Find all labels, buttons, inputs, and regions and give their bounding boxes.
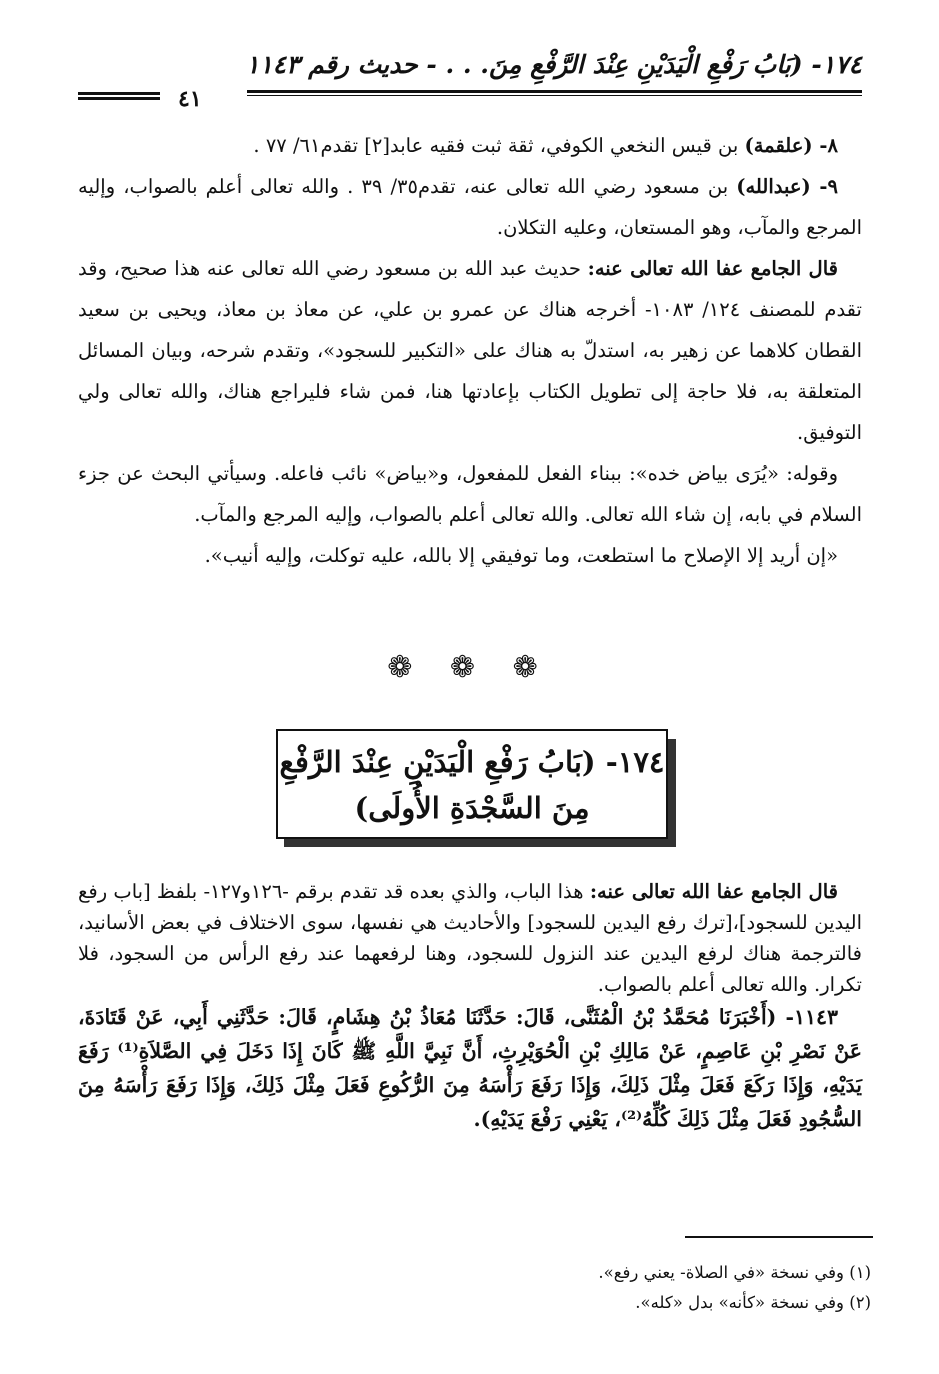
compiler-note: [78, 876, 862, 1000]
hadith-text: ١١٤٣- (أَخْبَرَنَا مُحَمَّدُ بْنُ الْمُثَنَّى، قَالَ: حَدَّثَنَا مُعَاذُ بْنُ هِشَامٍ، قَالَ: حَدَّثَنِي أَبِي، عَنْ قَتَادَةَ، عَنْ نَصْرِ بْنِ عَاصِمٍ، عَنْ مَالِكِ بْنِ الْحُوَيْرِثِ، أَنَّ نَبِيَّ اللَّهِ ﷺ كَانَ إِذَا دَخَلَ فِي الصَّلاَةِ⁽¹⁾ رَفَعَ يَدَيْهِ، وَإِذَا رَكَعَ فَعَلَ مِثْلَ ذَلِكَ، وَإِذَا رَفَعَ رَأْسَهُ مِنَ الرُّكُوعِ فَعَلَ مِثْلَ ذَلِكَ، وَإِذَا رَفَعَ رَأْسَهُ مِنَ السُّجُودِ فَعَلَ مِثْلَ ذَلِكَ كُلِّهُ⁽²⁾، يَعْنِي رَفْعَ يَدَيْهِ).: [78, 1005, 862, 1131]
chapter-title-line-1: ١٧٤- (بَابُ رَفْعِ الْيَدَيْنِ عِنْدَ الرَّفْعِ: [279, 745, 665, 779]
header-rule-short: [78, 92, 160, 100]
closing-quote: «إن أريد إلا الإصلاح ما استطعت، وما توفيقي إلا بالله، عليه توكلت، وإليه أنيب».: [204, 544, 838, 567]
page-number: ٤١: [178, 86, 202, 112]
narrator-entry-8: [78, 125, 862, 166]
narrator-name: ٩- (عبدالله): [736, 175, 838, 198]
compiler-note: [78, 248, 862, 453]
explanation-paragraph: وقوله: «يُرَى بياض خده»: ببناء الفعل للمفعول، و«بياض» نائب فاعله. وسيأتي البحث عن جزء السلام في بابه، إن شاء الله تعالى. والله تعالى أعلم بالصواب، وإليه المرجع والمآب.: [78, 462, 862, 526]
narrator-description: بن مسعود رضي الله تعالى عنه، تقدم٣٥/ ٣٩ . والله تعالى أعلم بالصواب، وإليه المرجع والمآب، وهو المستعان، وعليه التكلان.: [78, 175, 862, 239]
footnote-rule: [685, 1236, 873, 1238]
narrator-name: ٨- (علقمة): [744, 134, 838, 157]
page-header: [78, 48, 862, 112]
commentary-section: [78, 125, 862, 576]
chapter-section: [78, 876, 862, 1136]
compiler-text: هذا الباب، والذي بعده قد تقدم برقم -١٢٦و١٢٧- بلفظ [باب رفع اليدين للسجود]،[ترك رفع اليدين للسجود] والأحاديث هي نفسها، سوى الاختلاف في بعض الأسانيد، فالترجمة هناك لرفع اليدين عند النزول للسجود، وهنا لرفعهما عند رفع الرأس من السجود، فلا تكرار. والله تعالى أعلم بالصواب.: [78, 880, 862, 996]
footnote-1: (١) وفي نسخة «في الصلاة- يعني رفع».: [598, 1263, 871, 1282]
narrator-description: بن قيس النخعي الكوفي، ثقة ثبت فقيه عابد[٢] تقدم٦١/ ٧٧ .: [253, 134, 745, 157]
chapter-title-line-2: مِنَ السَّجْدَةِ الأُولَى): [354, 791, 590, 825]
footnotes: [78, 1258, 871, 1318]
footnote-2: (٢) وفي نسخة «كأنه» بدل «كله».: [635, 1293, 871, 1312]
compiler-label: قال الجامع عفا الله تعالى عنه:: [589, 880, 838, 903]
narrator-entry-9: [78, 166, 862, 248]
compiler-text: حديث عبد الله بن مسعود رضي الله تعالى عنه هذا صحيح، وقد تقدم للمصنف ١٢٤/ ١٠٨٣- أخرجه هناك عن عمرو بن علي، عن معاذ بن معاذ، ويحيى بن سعيد القطان كلاهما عن زهير به، استدلّ به هناك على «التكبير للسجود»، وتقدم شرحه، وبيان المسائل المتعلقة به، فلا حاجة إلى تطويل الكتاب بإعادتها هنا، فمن شاء فليراجع هناك، والله تعالى ولي التوفيق.: [78, 257, 862, 444]
chapter-heading-box: [276, 729, 668, 839]
running-title: ١٧٤- (بَابُ رَفْعِ الْيَدَيْنِ عِنْدَ الرَّفْعِ مِنَ. . . - حديث رقم ١١٤٣: [245, 50, 862, 79]
header-rule: [247, 90, 862, 96]
section-separator: ❁ ❁ ❁: [387, 650, 552, 685]
compiler-label: قال الجامع عفا الله تعالى عنه:: [587, 257, 838, 280]
